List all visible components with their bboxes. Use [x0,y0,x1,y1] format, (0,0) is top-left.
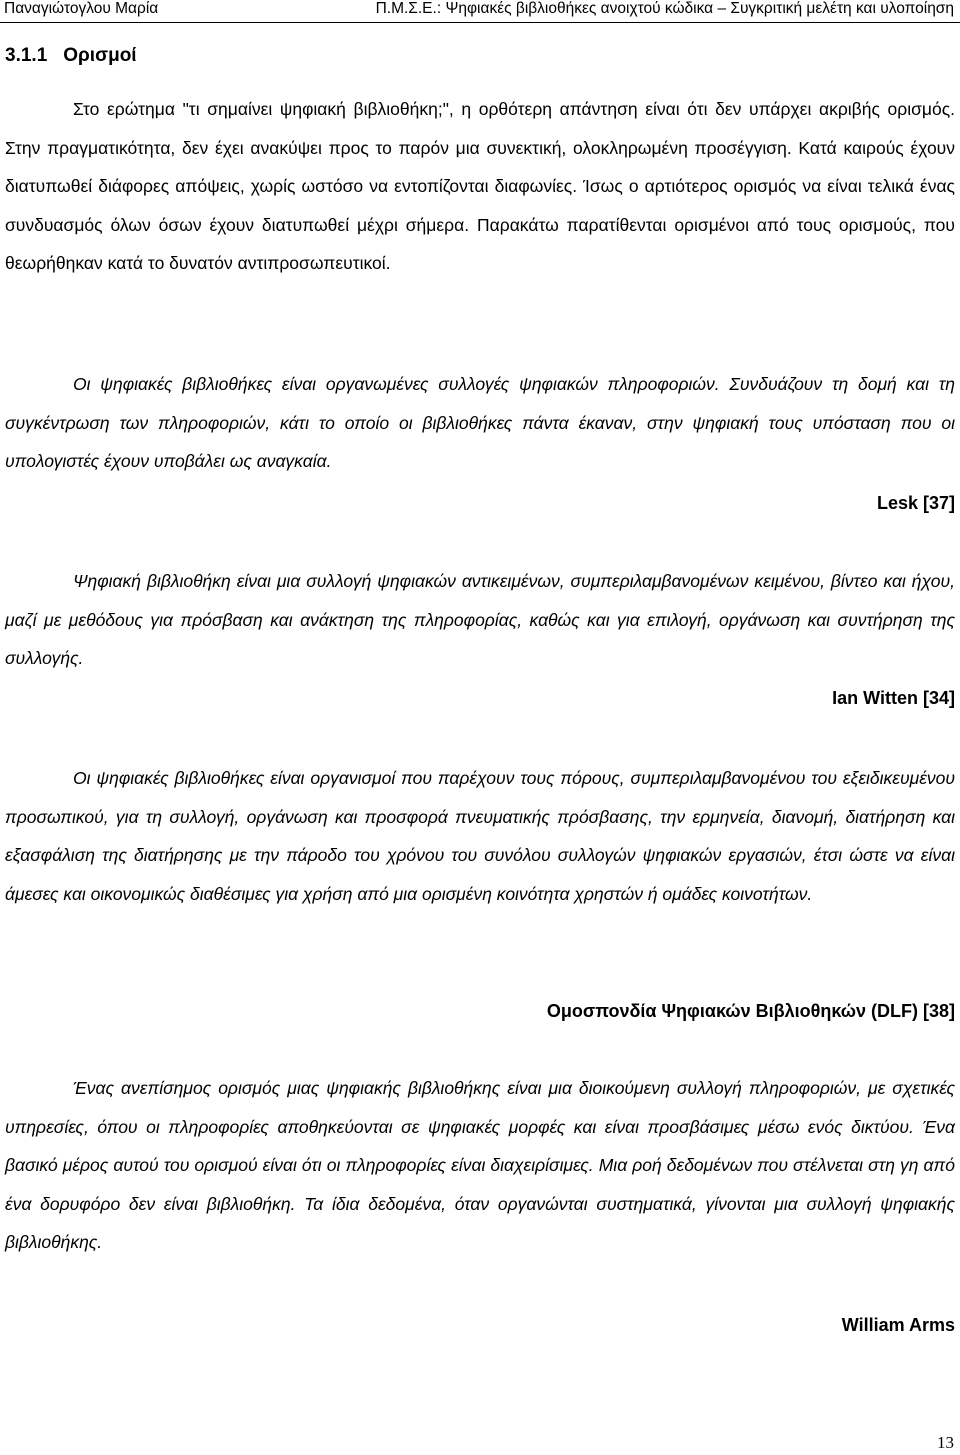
intro-paragraph: Στο ερώτημα "τι σημαίνει ψηφιακή βιβλιοθήκη;", η ορθότερη απάντηση είναι ότι δεν υπάρχει ακριβής ορισμός. Στην πραγματικότητα, δεν έχει ανακύψει προς το παρόν μια συνεκτική, ολοκληρωμένη προσέγγιση. Κατά καιρούς έχουν διατυπωθεί διάφορες απόψεις, χωρίς ωστόσο να εντοπίζονται διαφωνίες. Ίσως ο αρτιότερος ορισμός να είναι τελικά ένας συνδυασμός όλων όσων έχουν διατυπωθεί μέχρι σήμερα. Παρακάτω παρατίθενται ορισμένοι από τους ορισμούς, που θεωρήθηκαν κατά το δυνατόν αντιπροσωπευτικοί. [5,99,955,273]
section-heading [5,43,137,69]
definition-quote-dlf: Οι ψηφιακές βιβλιοθήκες είναι οργανισμοί που παρέχουν τους πόρους, συμπεριλαμβανομένου του εξειδικευμένου προσωπικού, για τη συλλογή, οργάνωση και προσφορά πνευματικής πρόσβασης, την ερμηνεία, διανομή, διατήρηση και εξασφάλιση της διατήρησης με την πάροδο του χρόνου του συνόλου συλλογών ψηφιακών εργασιών, έτσι ώστε να είναι άμεσες και οικονομικώς διαθέσιμες για χρήση από μια ορισμένη κοινότητα χρηστών ή ομάδες κοινοτήτων. [5,768,955,904]
header-author: Παναγιώτογλου Μαρία [4,0,159,17]
citation-arms: William Arms [841,1315,955,1335]
citation-dlf: Ομοσπονδία Ψηφιακών Βιβλιοθηκών (DLF) [38] [546,1001,955,1021]
header-thesis-title: Π.Μ.Σ.Ε.: Ψηφιακές βιβλιοθήκες ανοιχτού κώδικα – Συγκριτική μελέτη και υλοποίηση [375,0,954,17]
citation-witten: Ian Witten [34] [832,688,955,708]
definition-quote-lesk: Οι ψηφιακές βιβλιοθήκες είναι οργανωμένες συλλογές ψηφιακών πληροφοριών. Συνδυάζουν τη δομή και τη συγκέντρωση των πληροφοριών, κάτι το οποίο οι βιβλιοθήκες πάντα έκαναν, στην ψηφιακή τους υπόσταση που οι υπολογιστές έχουν υποβάλει ως αναγκαία. [5,374,955,471]
citation-lesk: Lesk [37] [876,493,955,513]
page-header [0,0,960,26]
definition-quote-arms: Ένας ανεπίσημος ορισμός μιας ψηφιακής βιβλιοθήκης είναι μια διοικούμενη συλλογή πληροφοριών, με σχετικές υπηρεσίες, όπου οι πληροφορίες αποθηκεύονται σε ψηφιακές μορφές και είναι προσβάσιμες μέσω ενός δικτύου. Ένα βασικό μέρος αυτού του ορισμού είναι ότι οι πληροφορίες είναι διαχειρίσιμες. Μια ροή δεδομένων που στέλνεται στη γη από ένα δορυφόρο δεν είναι βιβλιοθήκη. Τα ίδια δεδομένα, όταν οργανώνται συστηματικά, γίνονται μια συλλογή ψηφιακής βιβλιοθήκης. [5,1078,955,1252]
section-number: 3.1.1 [5,45,48,66]
page-number: 13 [937,1433,954,1452]
section-title: Ορισμοί [63,45,137,66]
header-rule [0,22,960,23]
definition-quote-witten: Ψηφιακή βιβλιοθήκη είναι μια συλλογή ψηφιακών αντικειμένων, συμπεριλαμβανομένων κειμένου, βίντεο και ήχου, μαζί με μεθόδους για πρόσβαση και ανάκτηση της πληροφορίας, καθώς και για επιλογή, οργάνωση και συντήρηση της συλλογής. [5,571,955,668]
